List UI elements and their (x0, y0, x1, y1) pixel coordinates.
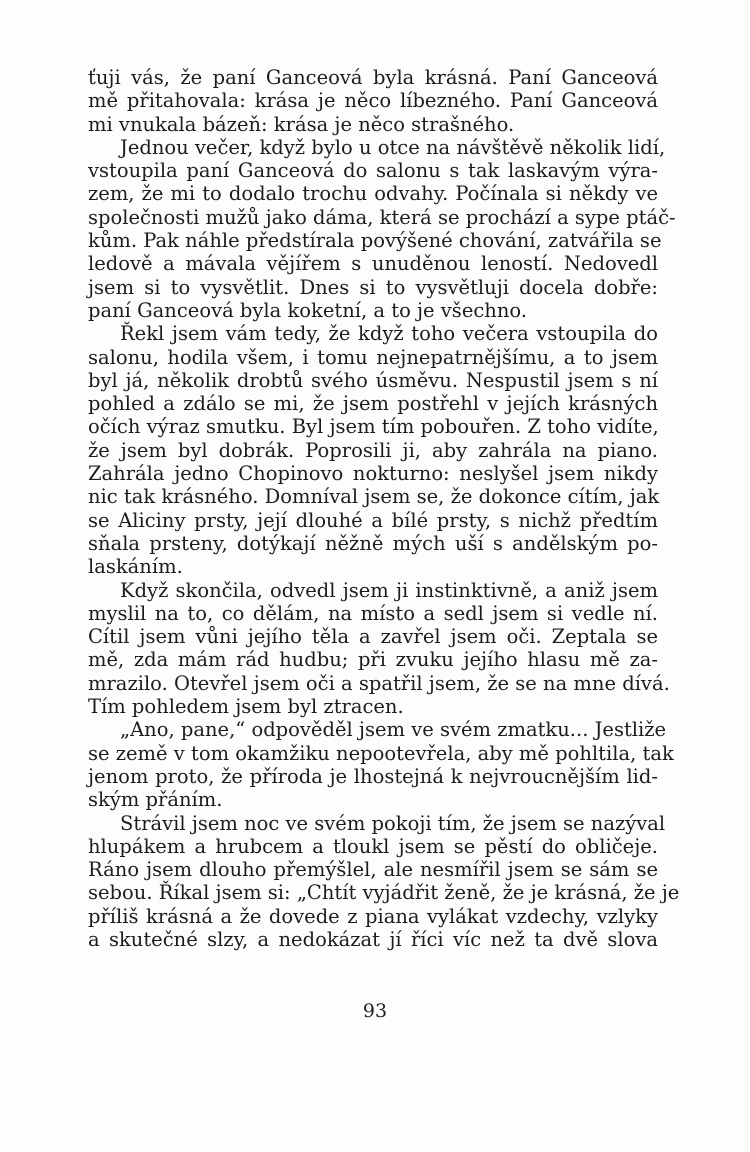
text-line: Cítil jsem vůni jejího těla a zavřel jsem oči. Zeptala se (88, 625, 658, 649)
text-line: mi vnukala bázeň: krása je něco strašného. (88, 112, 515, 136)
text-line: Řekl jsem vám tedy, že když toho večera vstoupila do (120, 322, 658, 346)
page-number: 93 (362, 1000, 388, 1022)
paragraph (88, 135, 676, 322)
paragraph (88, 66, 658, 136)
paragraph (88, 718, 674, 812)
text-line: mrazilo. Otevřel jsem oči a spatřil jsem, že se na mne dívá. (88, 671, 670, 695)
text-line: Když skončila, odvedl jsem ji instinktivně, a aniž jsem (120, 578, 658, 602)
text-line: byl já, několik drobtů svého úsměvu. Nespustil jsem s ní (88, 368, 658, 392)
text-line: Jednou večer, když bylo u otce na návštěvě několik lidí, (120, 135, 666, 159)
text-line: že jsem byl dobrák. Poprosili ji, aby zahrála na piano. (88, 438, 658, 462)
text-line: sňala prsteny, dotýkají něžně mých uší s andělským po- (88, 531, 658, 555)
text-line: Tím pohledem jsem byl ztracen. (88, 695, 404, 719)
text-line: společnosti mužů jako dáma, která se prochází a sype ptáč- (88, 205, 676, 229)
text-line: salonu, hodila všem, i tomu nejnepatrnějšímu, a to jsem (88, 345, 658, 369)
text-line: sebou. Říkal jsem si: „Chtít vyjádřit ženě, že je krásná, že je (88, 881, 680, 905)
text-line: se Aliciny prsty, její dlouhé a bílé prsty, s nichž předtím (88, 508, 658, 532)
body-text (88, 66, 680, 951)
text-line: mě, zda mám rád hudbu; při zvuku jejího hlasu mě za- (88, 648, 658, 672)
text-line: Ráno jsem dlouho přemýšlel, ale nesmířil jsem se sám se (88, 858, 658, 882)
text-line: ťuji vás, že paní Ganceová byla krásná. Paní Ganceová (88, 66, 658, 89)
text-line: laskáním. (88, 555, 183, 579)
text-line: jenom proto, že příroda je lhostejná k nejvroucnějším lid- (88, 764, 658, 788)
text-line: paní Ganceová byla koketní, a to je všechno. (88, 298, 527, 322)
text-line: ledově a mávala vějířem s unuděnou leností. Nedovedl (88, 252, 658, 276)
text-line: hlupákem a hrubcem a tloukl jsem se pěstí do obličeje. (88, 834, 658, 858)
text-line: myslil na to, co dělám, na místo a sedl jsem si vedle ní. (88, 601, 658, 625)
text-line: pohled a zdálo se mi, že jsem postřehl v jejích krásných (88, 392, 658, 416)
text-line: očích výraz smutku. Byl jsem tím pobouřen. Z toho vidíte, (88, 415, 659, 439)
text-line: ským přáním. (88, 788, 223, 812)
paragraph (88, 322, 658, 578)
text-line: příliš krásná a že dovede z piana vylákat vzdechy, vzlyky (88, 904, 658, 928)
text-line: kům. Pak náhle předstírala povýšené chování, zatvářila se (88, 229, 662, 253)
paragraph (88, 578, 670, 719)
text-line: „Ano, pane,“ odpověděl jsem ve svém zmatku... Jestliže (120, 718, 667, 742)
text-line: nic tak krásného. Domníval jsem se, že dokonce cítím, jak (88, 485, 660, 509)
text-line: vstoupila paní Ganceová do salonu s tak laskavým výra- (88, 159, 658, 183)
text-line: zem, že mi to dodalo trochu odvahy. Počínala si někdy ve (88, 182, 658, 206)
text-line: mě přitahovala: krása je něco líbezného. Paní Ganceová (88, 89, 658, 113)
text-line: jsem si to vysvětlit. Dnes si to vysvětluji docela dobře: (88, 275, 658, 299)
text-line: Zahrála jedno Chopinovo nokturno: neslyšel jsem nikdy (88, 462, 658, 486)
text-line: Strávil jsem noc ve svém pokoji tím, že jsem se nazýval (120, 811, 666, 835)
text-line: se země v tom okamžiku nepootevřela, aby mě pohltila, tak (88, 741, 674, 765)
text-line: a skutečné slzy, a nedokázat jí říci víc než ta dvě slova (88, 927, 658, 951)
paragraph (88, 811, 680, 952)
